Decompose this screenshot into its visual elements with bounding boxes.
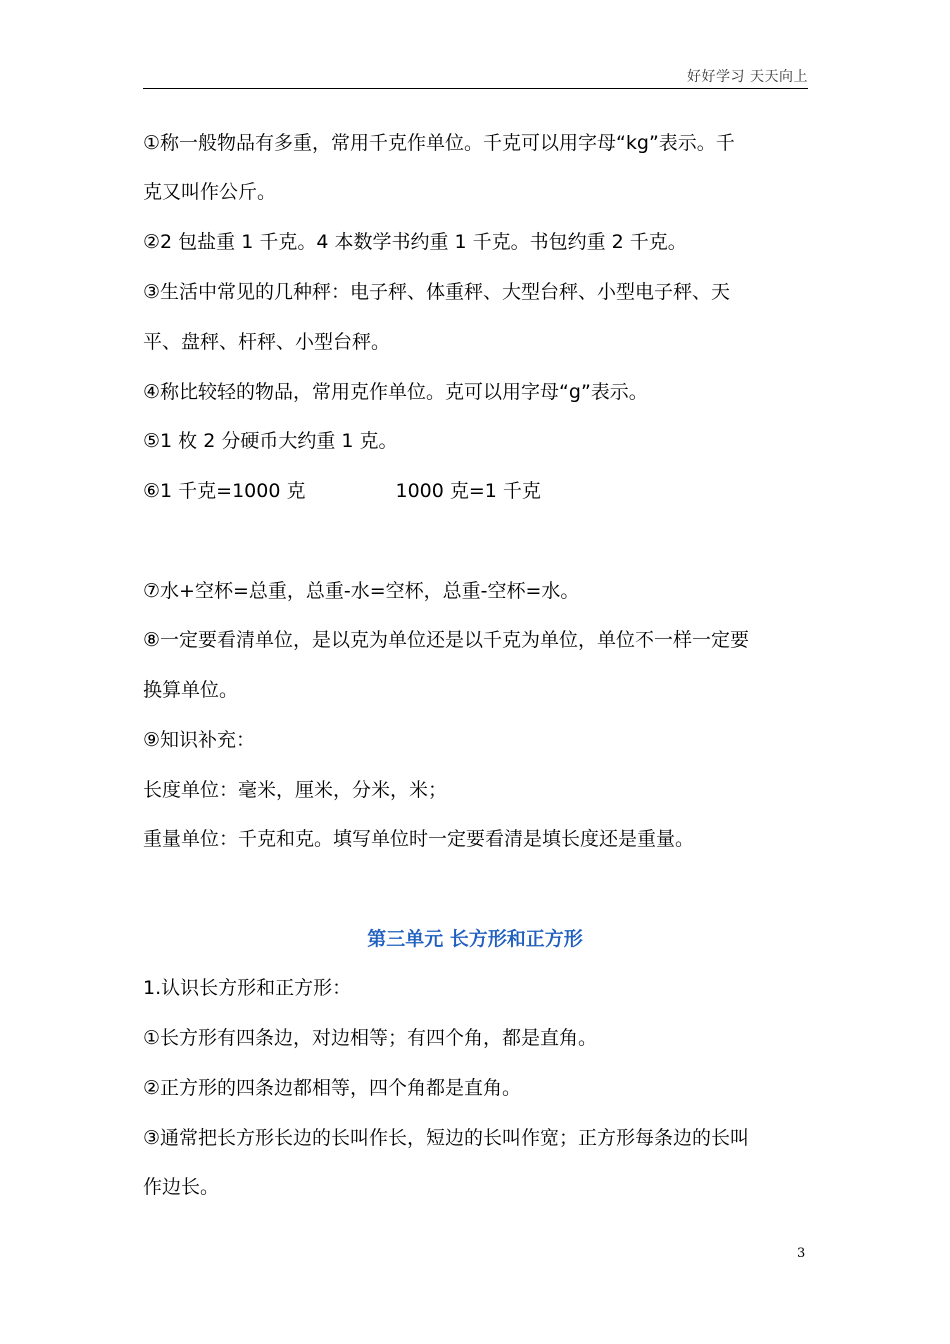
text-line: 长度单位：毫米，厘米，分米，米； <box>143 779 448 801</box>
conversion-line <box>143 478 541 504</box>
text-line: ⑨知识补充： <box>143 729 256 751</box>
page-header <box>143 64 808 89</box>
page-number: 3 <box>797 1246 806 1261</box>
section-title: 第三单元 长方形和正方形 <box>367 928 583 950</box>
text-line: ①长方形有四条边，对边相等；有四个角，都是直角。 <box>143 1027 598 1049</box>
conversion-right: 1000 克=1 千克 <box>395 480 541 502</box>
text-line: ③通常把长方形长边的长叫作长，短边的长叫作宽；正方形每条边的长叫 <box>143 1127 750 1149</box>
text-line: 重量单位：千克和克。填写单位时一定要看清是填长度还是重量。 <box>143 828 695 850</box>
text-line: 作边长。 <box>143 1176 220 1198</box>
conversion-left: ⑥1 千克=1000 克 <box>143 480 306 502</box>
text-line: ⑦水+空杯=总重，总重-水=空杯，总重-空杯=水。 <box>143 580 580 602</box>
text-line: ②正方形的四条边都相等，四个角都是直角。 <box>143 1077 522 1099</box>
header-text: 好好学习 天天向上 <box>687 69 808 85</box>
text-line: 换算单位。 <box>143 679 239 701</box>
text-line: 克又叫作公斤。 <box>143 181 277 203</box>
text-line: 1.认识长方形和正方形： <box>143 977 352 999</box>
text-line: ⑧一定要看清单位，是以克为单位还是以千克为单位，单位不一样一定要 <box>143 629 750 651</box>
text-line: ⑤1 枚 2 分硬币大约重 1 克。 <box>143 430 398 452</box>
text-line: ①称一般物品有多重，常用千克作单位。千克可以用字母“kg”表示。千 <box>143 132 735 154</box>
text-line: ③生活中常见的几种秤：电子秤、体重秤、大型台秤、小型电子秤、天 <box>143 281 731 303</box>
text-line: 平、盘秤、杆秤、小型台秤。 <box>143 331 391 353</box>
text-line: ④称比较轻的物品，常用克作单位。克可以用字母“g”表示。 <box>143 381 648 403</box>
text-line: ②2 包盐重 1 千克。4 本数学书约重 1 千克。书包约重 2 千克。 <box>143 231 687 253</box>
